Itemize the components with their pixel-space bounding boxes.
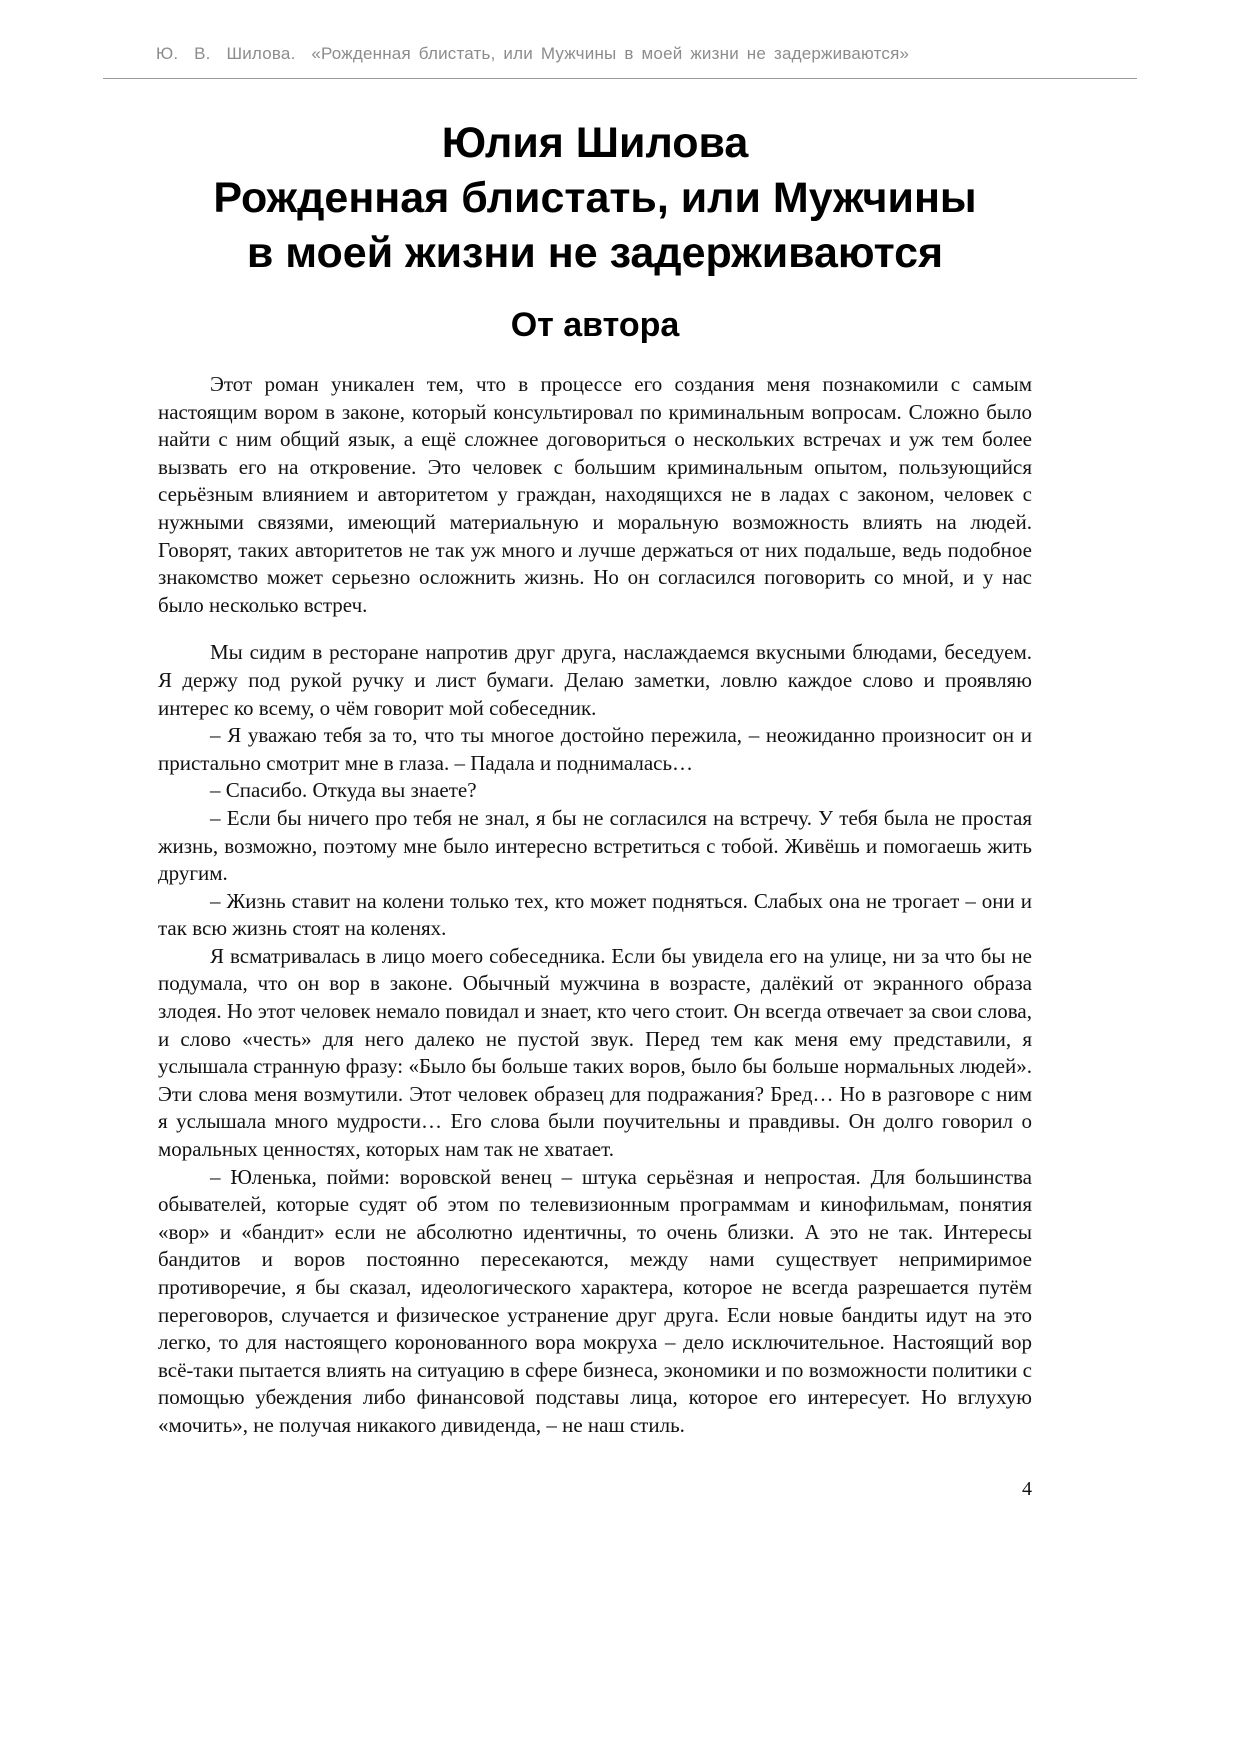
book-title-line-1: Рожденная блистать, или Мужчины <box>213 174 977 222</box>
running-header-text: Ю. В. Шилова. «Рожденная блистать, или Мужчины в моей жизни не задерживаются» <box>156 44 910 63</box>
page-number: 4 <box>1022 1478 1032 1500</box>
section-heading: От автора <box>510 306 680 344</box>
book-title <box>158 116 1032 281</box>
book-title-line-2: в моей жизни не задерживаются <box>246 229 944 277</box>
running-header <box>103 44 1137 79</box>
paragraph: – Если бы ничего про тебя не знал, я бы не согласился на встречу. У тебя была не простая жизнь, возможно, поэтому мне было интересно встретиться с тобой. Живёшь и помогаешь жить другим. <box>158 805 1032 886</box>
paragraph: – Жизнь ставит на колени только тех, кто может подняться. Слабых она не трогает – они и так всю жизнь стоят на коленях. <box>158 888 1032 941</box>
body-text <box>158 371 1032 1440</box>
paragraph: Мы сидим в ресторане напротив друг друга, наслаждаемся вкусными блюдами, беседуем. Я держу под рукой ручку и лист бумаги. Делаю заметки, ловлю каждое слово и проявляю интерес ко всему, о чём говорит мой собеседник. <box>158 640 1032 720</box>
page-content <box>158 116 1032 1440</box>
paragraph: – Спасибо. Откуда вы знаете? <box>210 778 477 803</box>
paragraph: – Я уважаю тебя за то, что ты многое достойно пережила, – неожиданно произносит он и пристально смотрит мне в глаза. – Падала и поднималась… <box>158 723 1032 775</box>
paragraph: Я всматривалась в лицо моего собеседника. Если бы увидела его на улице, ни за что бы не подумала, что он вор в законе. Обычный мужчина в возрасте, далёкий от экранного образа злодея. Но этот человек немало повидал и знает, кто чего стоит. Он всегда отвечает за свои слова, и слово «честь» для него далеко не пустой звук. Перед тем как меня ему представили, я услышала странную фразу: «Было бы больше таких воров, было бы больше нормальных людей». Эти слова меня возмутили. Этот человек образец для подражания? Бред… Но в разговоре с ним я услышала много мудрости… Его слова были поучительны и правдивы. Он долго говорил о моральных ценностях, которых нам так не хватает. <box>158 943 1032 1162</box>
paragraph: Этот роман уникален тем, что в процессе его создания меня познакомили с самым настоящим вором в законе, который консультировал по криминальным вопросам. Сложно было найти с ним общий язык, а ещё сложнее договориться о нескольких встречах и уж тем более вызвать его на откровение. Это человек с большим криминальным опытом, пользующийся серьёзным влиянием и авторитетом у граждан, находящихся не в ладах с законом, человек с нужными связями, имеющий материальную и моральную возможность влиять на людей. Говорят, таких авторитетов не так уж много и лучше держаться от них подальше, ведь подобное знакомство может серьезно осложнить жизнь. Но он согласился поговорить со мной, и у нас было несколько встреч. <box>158 372 1032 617</box>
book-title-author: Юлия Шилова <box>441 119 749 167</box>
paragraph: – Юленька, пойми: воровской венец – штука серьёзная и непростая. Для большинства обывателей, которые судят об этом по телевизионным программам и кинофильмам, понятия «вор» и «бандит» если не абсолютно идентичны, то очень близки. А это не так. Интересы бандитов и воров постоянно пересекаются, между нами существует непримиримое противоречие, я бы сказал, идеологического характера, которое не всегда разрешается путём переговоров, случается и физическое устранение друг друга. Если новые бандиты идут на это легко, то для настоящего коронованного вора мокруха – дело исключительное. Настоящий вор всё-таки пытается влиять на ситуацию в сфере бизнеса, экономики и по возможности политики с помощью убеждения либо финансовой подставы лица, которое его интересует. Но вглухую «мочить», не получая никакого дивиденда, – не наш стиль. <box>158 1164 1032 1437</box>
